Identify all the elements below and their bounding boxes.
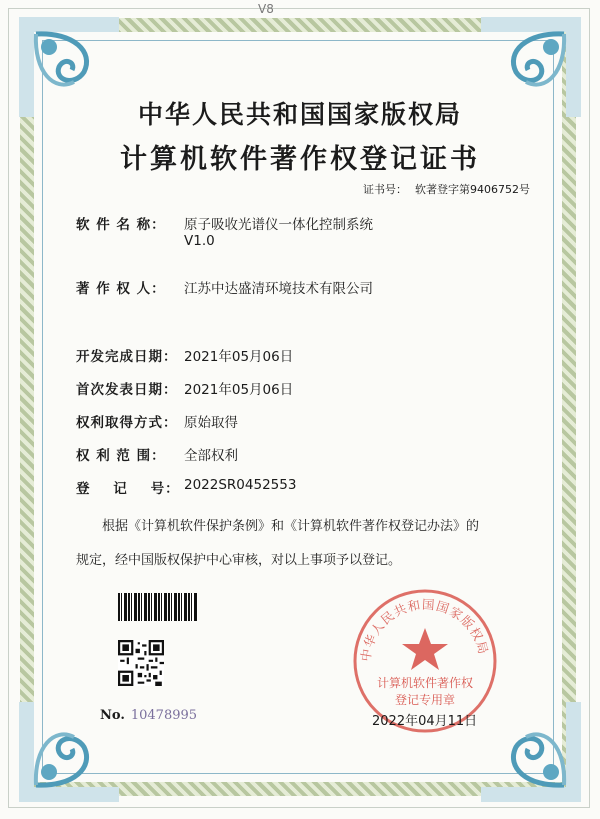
- seal-line-2: 登记专用章: [394, 693, 456, 707]
- certificate-number: [363, 181, 530, 197]
- field-registration-number: [76, 477, 296, 497]
- issue-date: 2022年04月11日: [372, 714, 478, 729]
- field-acquisition-method: [76, 411, 238, 431]
- field-value: 江苏中达盛清环境技术有限公司: [184, 281, 373, 297]
- field-label: 首次发表日期：: [76, 382, 178, 398]
- field-label: 著 作 权 人：: [76, 281, 166, 297]
- certificate-number-value: 软著登字第9406752号: [415, 183, 530, 196]
- field-software-name: [76, 213, 373, 249]
- serial-value: 10478995: [130, 708, 198, 723]
- statement-line-2: 规定，经中国版权保护中心审核，对以上事项予以登记。: [76, 553, 402, 568]
- field-value: 全部权利: [184, 448, 238, 464]
- field-label: 权 利 范 围：: [76, 448, 166, 464]
- statement-paragraph: [76, 510, 536, 578]
- handwritten-mark: V8: [258, 2, 274, 16]
- field-label: 权利取得方式：: [76, 415, 178, 431]
- statement-line-1: 根据《计算机软件保护条例》和《计算机软件著作权登记办法》的: [102, 519, 480, 534]
- field-label: 登 记 号：: [76, 481, 180, 497]
- field-copyright-owner: [76, 277, 373, 297]
- barcode: [118, 593, 198, 621]
- field-value-version: V1.0: [184, 233, 215, 249]
- certificate-title: 计算机软件著作权登记证书: [120, 144, 480, 175]
- seal-line-1: 计算机软件著作权: [376, 676, 474, 690]
- serial-prefix: No.: [100, 708, 125, 723]
- qr-code: [118, 640, 164, 686]
- field-development-date: [76, 345, 293, 365]
- seal-ring-text: 中华人民共和国国家版权局: [357, 596, 492, 663]
- field-publication-date: [76, 378, 293, 398]
- serial-number: [100, 708, 197, 723]
- field-value: 原子吸收光谱仪一体化控制系统: [184, 217, 373, 233]
- issuing-authority: 中华人民共和国国家版权局: [137, 100, 462, 129]
- field-value: 2021年05月06日: [184, 382, 294, 398]
- field-label: 开发完成日期：: [76, 349, 178, 365]
- field-value: 原始取得: [184, 415, 238, 431]
- field-label: 软 件 名 称：: [76, 217, 166, 233]
- field-value: 2021年05月06日: [184, 349, 294, 365]
- certificate-number-label: 证书号：: [363, 183, 407, 196]
- field-value: 2022SR0452553: [184, 477, 297, 493]
- field-rights-scope: [76, 444, 238, 464]
